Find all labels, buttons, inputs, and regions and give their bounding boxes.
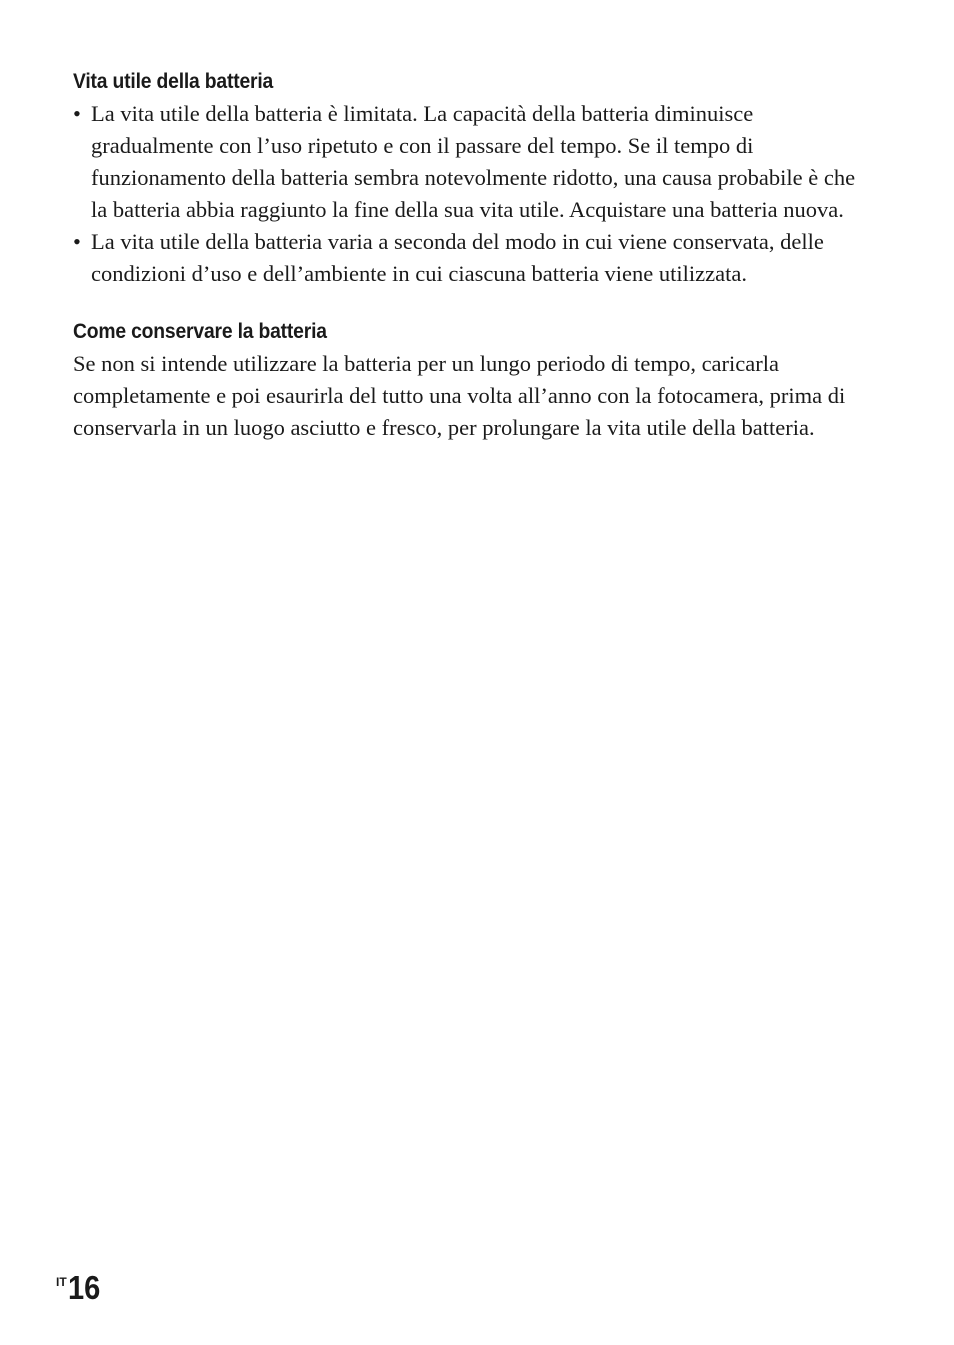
bullet-icon: • — [73, 101, 81, 126]
section-heading-battery-storage: Come conservare la batteria — [73, 320, 327, 343]
bullet-icon: • — [73, 229, 81, 254]
bullet-text: La vita utile della batteria varia a seconda del modo in cui viene conservata, delle condizioni d’uso e dell’ambiente in cui ciascuna batteria viene utilizzata. — [91, 229, 824, 286]
bullet-item — [73, 226, 863, 290]
page-language-code: IT — [56, 1275, 67, 1289]
bullet-text: La vita utile della batteria è limitata. La capacità della batteria diminuisce gradualmente con l’uso ripetuto e con il passare del tempo. Se il tempo di funzionamento della batteria sembra notevolmente ridotto, una causa probabile è che la batteria abbia raggiunto la fine della sua vita utile. Acquistare una batteria nuova. — [91, 101, 856, 222]
battery-storage-paragraph: Se non si intende utilizzare la batteria per un lungo periodo di tempo, caricarla completamente e poi esaurirla del tutto una volta all’anno con la fotocamera, prima di conservarla in un luogo asciutto e fresco, per prolungare la vita utile della batteria. — [73, 351, 846, 440]
page-number-value: 16 — [67, 1269, 100, 1306]
page-number — [56, 1268, 104, 1308]
battery-life-bullet-list — [73, 98, 863, 290]
section-spacer — [73, 290, 863, 316]
document-body — [73, 66, 863, 444]
section-heading-battery-life: Vita utile della batteria — [73, 70, 274, 93]
bullet-item — [73, 98, 863, 226]
